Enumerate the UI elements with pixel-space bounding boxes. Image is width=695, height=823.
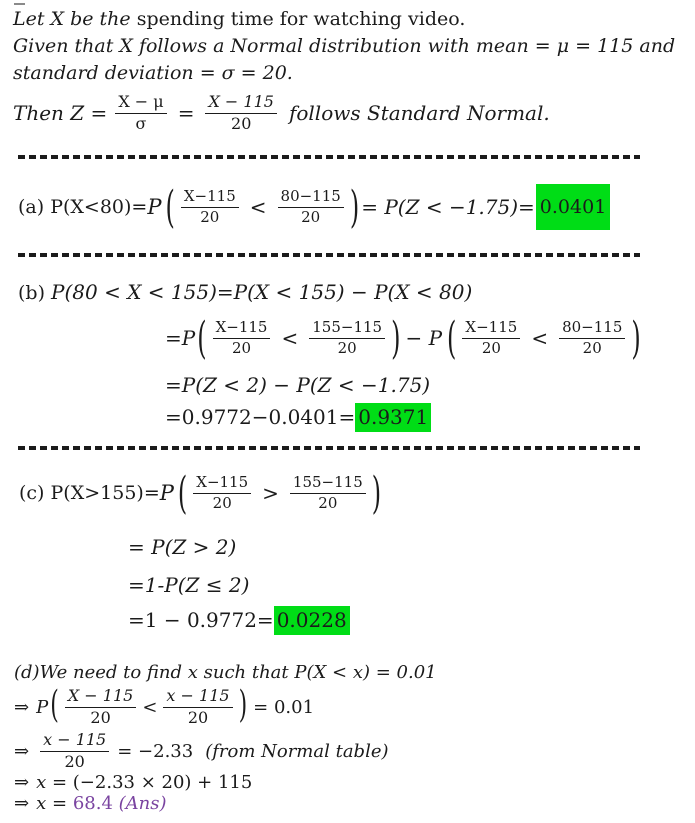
less-than-sign: <: [142, 696, 158, 718]
fraction: $\frac{X-115}{20}$: [213, 319, 271, 357]
part-b-statement: P(80 < X < 155)=P(X < 155) − P(X < 80): [51, 280, 473, 304]
intro-line1-rest: spending time for watching video.: [130, 8, 466, 30]
fraction: $\frac{x - 115}{20}$: [163, 687, 232, 728]
part-c-line-4: [128, 606, 695, 634]
part-d-x: x: [36, 793, 47, 814]
stray-mark: [14, 3, 25, 5]
equals-sign: =: [177, 101, 195, 125]
part-c-line-2: = P(Z > 2): [128, 535, 237, 559]
intro-line-2: Given that X follows a Normal distribution with mean = μ = 115 and: [13, 35, 676, 57]
big-paren-open: (: [50, 684, 59, 728]
less-than-sign: <: [249, 195, 267, 219]
fraction: $\frac{X-115}{20}$: [193, 474, 251, 512]
dashed-separator-3: [18, 446, 640, 450]
fraction: $\frac{155-115}{20}$: [309, 319, 385, 357]
part-a-label: (a) P(X<80)=: [18, 196, 148, 218]
fraction: $\frac{X-115}{20}$: [462, 319, 520, 357]
part-d-table-note: (from Normal table): [205, 740, 389, 762]
fraction: $\frac{155-115}{20}$: [290, 474, 366, 512]
big-paren-close: ): [371, 467, 382, 519]
dashed-separator-2: [18, 253, 640, 257]
part-d-p: P: [36, 696, 49, 718]
big-paren-close: ): [349, 181, 360, 233]
part-b-label: (b): [18, 282, 52, 304]
fraction-x-115-20: $\frac{X - 115}{20}$: [205, 93, 277, 134]
fraction: $\frac{x - 115}{20}$: [40, 731, 109, 772]
less-than-sign: <: [281, 326, 299, 350]
final-answer-value: 68.4: [72, 793, 113, 814]
part-c-label: (c) P(X>155)=: [19, 482, 160, 504]
big-paren-close: ): [238, 684, 248, 728]
z-def-post: follows Standard Normal.: [288, 101, 550, 125]
implies-arrow: ⇒: [14, 740, 30, 762]
intro-line-1: [13, 6, 695, 33]
part-b-eq-pre: =P: [165, 326, 196, 350]
intro-z-definition: [13, 89, 695, 137]
intro-line1-lead: Let X be the: [13, 8, 131, 30]
part-c-calc: =1 − 0.9772=: [128, 608, 274, 632]
part-b-line-1: [18, 279, 695, 306]
equals-sign: =: [51, 793, 68, 814]
less-than-sign: <: [531, 326, 549, 350]
part-d-x: x: [36, 772, 47, 793]
big-paren-open: (: [447, 312, 457, 364]
big-paren-open: (: [197, 312, 207, 364]
fraction: $\frac{80-115}{20}$: [559, 319, 625, 357]
part-b-line-4: [165, 404, 695, 430]
part-b-line-3: =P(Z < 2) − P(Z < −1.75): [165, 373, 431, 397]
part-b-calc: =0.9772−0.0401=: [165, 405, 356, 429]
part-d-z-eq: = −2.33: [117, 740, 194, 762]
fraction-x-mu-sigma: $\frac{X - \mu}{\sigma}$: [115, 93, 166, 134]
z-def-pre: Then Z =: [13, 101, 108, 125]
part-d-z-value: [14, 730, 695, 772]
answer-highlight-a: 0.0401: [536, 184, 610, 230]
implies-arrow: ⇒: [14, 772, 30, 793]
big-paren-close: ): [631, 312, 641, 364]
implies-arrow: ⇒: [14, 696, 30, 718]
part-d-eq-value: = 0.01: [253, 696, 315, 718]
part-a-p: P: [147, 195, 162, 219]
greater-than-sign: >: [262, 481, 279, 505]
fraction: $\frac{X - 115}{20}$: [65, 687, 137, 728]
part-d-line-1: (d)We need to find x such that P(X < x) = 0.01: [14, 662, 437, 683]
part-d-final-answer-line: [14, 793, 695, 814]
part-a-equation: [18, 181, 695, 233]
part-c-p: P: [159, 481, 174, 505]
part-d-line-4: [14, 772, 695, 793]
big-paren-open: (: [177, 467, 188, 519]
big-paren-close: ): [391, 312, 401, 364]
fraction: $\frac{80-115}{20}$: [278, 188, 344, 226]
final-answer-note: (Ans): [118, 793, 167, 814]
part-d-equation: [14, 684, 695, 730]
dashed-separator-1: [18, 155, 640, 159]
fraction: $\frac{X-115}{20}$: [181, 188, 239, 226]
part-d-x-calc: = (−2.33 × 20) + 115: [51, 772, 253, 793]
implies-arrow: ⇒: [14, 793, 30, 814]
part-c-line-3: =1-P(Z ≤ 2): [128, 573, 250, 597]
part-c-equation: [19, 466, 695, 520]
intro-line-3: standard deviation = σ = 20.: [13, 62, 293, 84]
big-paren-open: (: [165, 181, 175, 233]
part-b-equation: [165, 312, 695, 364]
part-b-minus-p: − P: [405, 326, 443, 350]
answer-highlight-b: 0.9371: [355, 403, 431, 432]
part-a-post: = P(Z < −1.75)=: [361, 195, 535, 219]
answer-highlight-c: 0.0228: [274, 606, 350, 635]
